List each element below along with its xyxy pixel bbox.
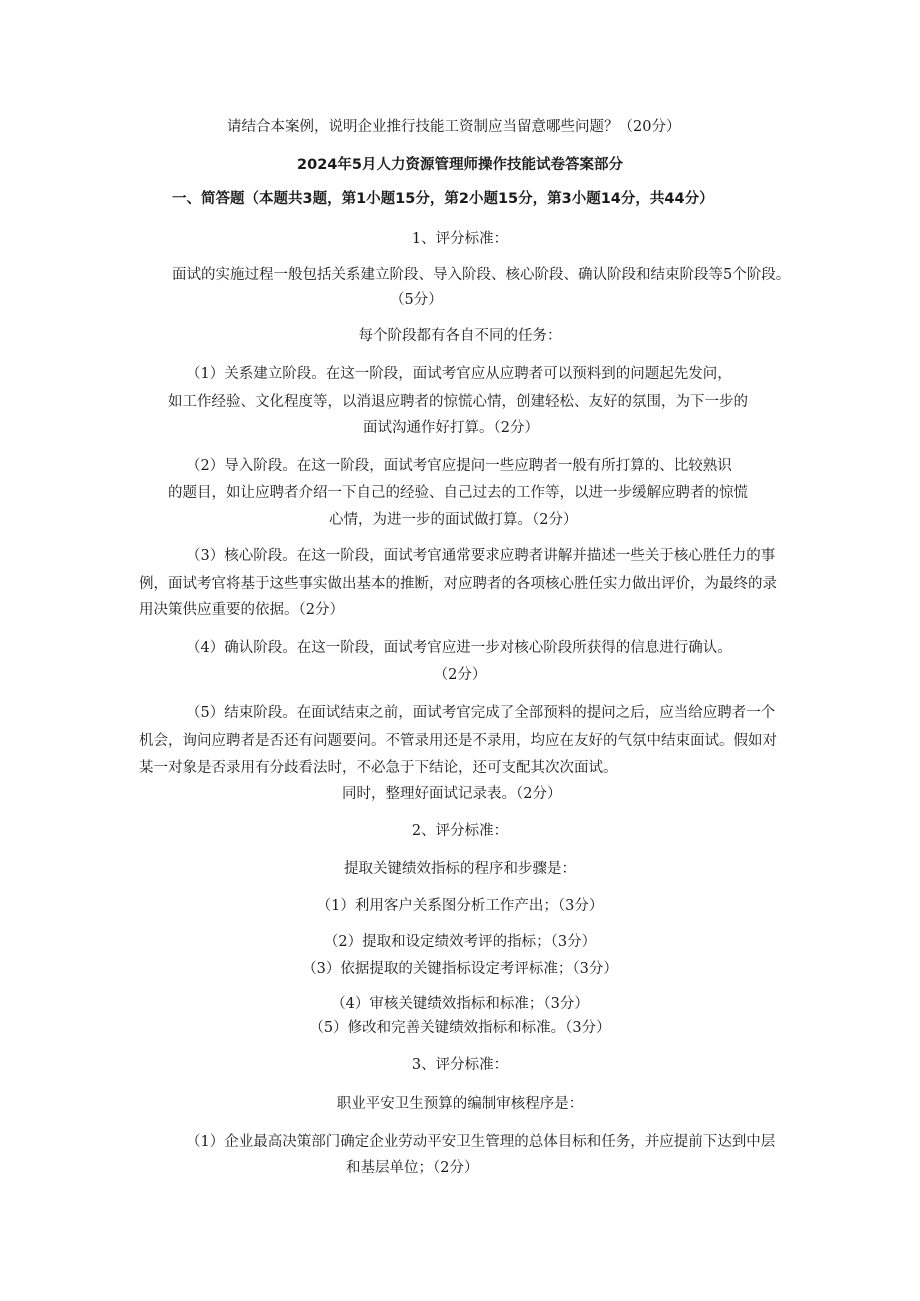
q1-stage1-line3: 面试沟通作好打算。（2分）	[363, 420, 539, 436]
q1-intro-score: （5分）	[390, 292, 443, 308]
q1-stage1-line2: 如工作经验、文化程度等，以消退应聘者的惊慌心情，创建轻松、友好的氛围，为下一步的	[168, 394, 748, 410]
q2-step-3: （3）依据提取的关键指标设定考评标准；（3分）	[302, 961, 618, 977]
q1-stage3-line3: 用决策供应重要的依据。（2分）	[139, 602, 344, 618]
q1-stage5-line2: 机会，询问应聘者是否还有问题要问。不管录用还是不录用，均应在友好的气氛中结束面试。假如对	[139, 733, 777, 749]
q2-intro: 提取关键绩效指标的程序和步骤是：	[344, 861, 576, 877]
q1-stage2-line1: （2）导入阶段。在这一阶段，面试考官应提问一些应聘者一般有所打算的、比较熟识	[186, 458, 732, 474]
q1-stage5-line4: 同时，整理好面试记录表。（2分）	[342, 786, 562, 802]
section-heading: 一、简答题（本题共3题，第1小题15分，第2小题15分，第3小题14分，共44分）	[172, 191, 714, 207]
q3-step1-line1: （1）企业最高决策部门确定企业劳动平安卫生管理的总体目标和任务，并应提前下达到中层	[186, 1134, 776, 1150]
q1-stage2-line3: 心情，为进一步的面试做打算。（2分）	[329, 512, 578, 528]
case-question: 请结合本案例，说明企业推行技能工资制应当留意哪些问题？（20分）	[227, 119, 681, 135]
answer-title: 2024年5月人力资源管理师操作技能试卷答案部分	[297, 157, 623, 173]
q3-intro: 职业平安卫生预算的编制审核程序是：	[336, 1096, 584, 1112]
q1-heading: 1、评分标准：	[411, 231, 509, 247]
q1-stage4-score: （2分）	[433, 667, 487, 683]
q1-intro-line: 面试的实施过程一般包括关系建立阶段、导入阶段、核心阶段、确认阶段和结束阶段等5个阶段。	[172, 267, 791, 283]
q1-tasks-line: 每个阶段都有各自不同的任务：	[358, 328, 562, 344]
q1-stage5-line3: 某一对象是否录用有分歧看法时，不必急于下结论，还可支配其次次面试。	[139, 760, 618, 776]
q2-heading: 2、评分标准：	[411, 823, 509, 839]
q2-step-4: （4）审核关键绩效指标和标准；（3分）	[331, 996, 589, 1012]
q1-stage5-line1: （5）结束阶段。在面试结束之前，面试考官完成了全部预料的提问之后，应当给应聘者一个	[186, 705, 776, 721]
q3-heading: 3、评分标准：	[411, 1057, 509, 1073]
q1-stage3-line2: 例，面试考官将基于这些事实做出基本的推断，对应聘者的各项核心胜任实力做出评价，为最终的录	[139, 576, 777, 592]
q1-stage2-line2: 的题目，如让应聘者介绍一下自己的经验、自己过去的工作等，以进一步缓解应聘者的惊慌	[168, 485, 748, 501]
q1-stage4-line1: （4）确认阶段。在这一阶段，面试考官应进一步对核心阶段所获得的信息进行确认。	[186, 640, 732, 656]
q2-step-1: （1）利用客户关系图分析工作产出；（3分）	[316, 898, 604, 914]
q1-stage1-line1: （1）关系建立阶段。在这一阶段，面试考官应从应聘者可以预料到的问题起先发问，	[186, 366, 732, 382]
q2-step-5: （5）修改和完善关键绩效指标和标准。（3分）	[309, 1020, 611, 1036]
q1-stage3-line1: （3）核心阶段。在这一阶段，面试考官通常要求应聘者讲解并描述一些关于核心胜任力的事	[186, 548, 776, 564]
q2-step-2: （2）提取和设定绩效考评的指标；（3分）	[323, 934, 597, 950]
q3-step1-line2: 和基层单位；（2分）	[346, 1160, 479, 1176]
